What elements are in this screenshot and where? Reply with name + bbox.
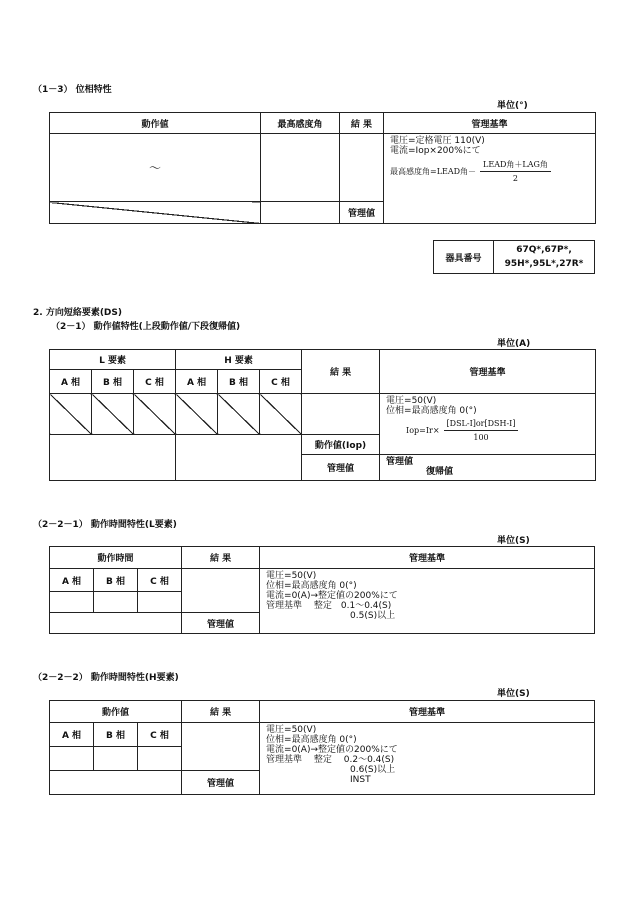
header-result: 結 果 [182, 701, 260, 723]
criteria-line-5: 0.6(S)以上 [350, 765, 396, 775]
operate-value-label: 動作値(Iop) [302, 435, 380, 455]
device-number-box [433, 240, 595, 274]
criteria-line-1: 電圧=50(V) [266, 571, 317, 581]
phase-a-cell[interactable] [50, 747, 94, 771]
criteria-mgmt-label: 管理値 [386, 457, 414, 467]
mgmt-value-label: 管理値 [182, 771, 260, 795]
criteria-cell [260, 723, 595, 795]
h-phase-c-cell[interactable] [260, 394, 302, 435]
h-element-lower-cell[interactable] [176, 435, 302, 481]
h-phase-c: C 相 [260, 370, 302, 394]
phase-c-header: C 相 [138, 569, 182, 592]
phase-b-header: B 相 [94, 723, 138, 747]
h-phase-b-cell[interactable] [218, 394, 260, 435]
phase-a-header: A 相 [50, 569, 94, 592]
header-criteria: 管理基準 [260, 701, 595, 723]
h-phase-a: A 相 [176, 370, 218, 394]
criteria-current: 電流=Iop×200%にて [390, 146, 481, 156]
formula-prefix: Iop=Ir× [406, 426, 440, 435]
criteria-line-3: 電流=0(A)→整定値の200%にて [266, 745, 398, 755]
criteria-phase: 位相=最高感度角 0(°) [386, 406, 477, 416]
formula-numerator: [DSL-I]or[DSH-I] [444, 419, 519, 431]
criteria-line-2: 位相=最高感度角 0(°) [266, 735, 357, 745]
l-phase-c: C 相 [134, 370, 176, 394]
criteria-formula [386, 419, 595, 443]
phase-b-cell[interactable] [94, 592, 138, 613]
l-element-time-table [49, 546, 595, 634]
h-phase-b: B 相 [218, 370, 260, 394]
formula-denominator: 2 [512, 174, 518, 183]
phase-b-header: B 相 [94, 569, 138, 592]
l-phase-b-cell[interactable] [92, 394, 134, 435]
l-element-header: L 要素 [50, 350, 176, 370]
criteria-voltage: 電圧=定格電圧 110(V) [390, 136, 485, 146]
formula-denominator: 100 [473, 433, 489, 442]
section-2-2-1-heading: （2－2－1） 動作時間特性(L要素) [33, 520, 177, 530]
criteria-line-6: INST [350, 775, 371, 785]
phase-c-header: C 相 [138, 723, 182, 747]
header-criteria: 管理基準 [384, 113, 596, 134]
header-operate-time: 動作時間 [50, 547, 182, 569]
l-phase-a: A 相 [50, 370, 92, 394]
result-cell[interactable] [182, 723, 260, 771]
phase-characteristic-table [49, 112, 596, 224]
max-angle-cell[interactable] [261, 134, 340, 202]
section-1-3-unit: 単位(°) [497, 101, 528, 111]
phase-b-cell[interactable] [94, 747, 138, 771]
header-operate-value: 動作値 [50, 701, 182, 723]
criteria-line-2: 位相=最高感度角 0(°) [266, 581, 357, 591]
h-element-time-table [49, 700, 595, 795]
lower-blank-cell[interactable] [50, 771, 182, 795]
header-result: 結 果 [182, 547, 260, 569]
header-max-sensitivity-angle: 最高感度角 [261, 113, 340, 134]
h-element-header: H 要素 [176, 350, 302, 370]
operate-range-tilde: ～ [50, 134, 261, 202]
header-criteria: 管理基準 [380, 350, 596, 394]
section-2-2-1-unit: 単位(S) [497, 536, 530, 546]
mgmt-value-label: 管理値 [182, 613, 260, 634]
header-operate-value: 動作値 [50, 113, 261, 134]
result-cell[interactable] [340, 134, 384, 202]
device-number-line1: 67Q*,67P*, [516, 245, 572, 255]
criteria-line-1: 電圧=50(V) [266, 725, 317, 735]
criteria-return-label: 復帰値 [426, 467, 454, 477]
formula-fraction [480, 160, 551, 184]
device-number-label: 器具番号 [434, 241, 494, 274]
section-2-1-heading: （2－1） 動作値特性(上段動作値/下段復帰値) [51, 322, 241, 332]
formula-numerator: LEAD角＋LAG角 [480, 160, 551, 172]
criteria-formula [390, 160, 595, 184]
criteria-cell [384, 134, 596, 224]
l-phase-c-cell[interactable] [134, 394, 176, 435]
section-2-1-unit: 単位(A) [497, 339, 531, 349]
header-result: 結 果 [302, 350, 380, 394]
phase-c-cell[interactable] [138, 592, 182, 613]
l-element-lower-cell[interactable] [50, 435, 176, 481]
device-number-value [494, 241, 595, 274]
phase-a-header: A 相 [50, 723, 94, 747]
criteria-line-5: 0.5(S)以上 [350, 611, 396, 621]
operate-value-table [49, 349, 596, 481]
lower-blank-cell[interactable] [50, 613, 182, 634]
criteria-voltage: 電圧=50(V) [386, 396, 437, 406]
criteria-line-4: 管理基準 整定 0.1～0.4(S) [266, 601, 392, 611]
header-result: 結 果 [340, 113, 384, 134]
diagonal-blank-cell [50, 202, 261, 224]
l-phase-a-cell[interactable] [50, 394, 92, 435]
l-phase-b: B 相 [92, 370, 134, 394]
criteria-cell [380, 394, 596, 455]
section-2-2-2-heading: （2－2－2） 動作時間特性(H要素) [33, 673, 179, 683]
max-angle-mgmt-cell [261, 202, 340, 224]
criteria-mgmt-cell [380, 455, 596, 481]
header-criteria: 管理基準 [260, 547, 595, 569]
mgmt-value-label: 管理値 [340, 202, 384, 224]
section-1-3-heading: （1－3） 位相特性 [33, 85, 112, 95]
mgmt-value-label: 管理値 [302, 455, 380, 481]
device-number-line2: 95H*,95L*,27R* [504, 259, 584, 269]
result-cell[interactable] [182, 569, 260, 613]
phase-c-cell[interactable] [138, 747, 182, 771]
criteria-cell [260, 569, 595, 634]
phase-a-cell[interactable] [50, 592, 94, 613]
formula-fraction [444, 419, 519, 443]
criteria-line-3: 電流=0(A)→整定値の200%にて [266, 591, 398, 601]
result-cell[interactable] [302, 394, 380, 435]
section-2-2-2-unit: 単位(S) [497, 689, 530, 699]
section-2-heading: 2. 方向短絡要素(DS) [33, 308, 122, 318]
formula-prefix: 最高感度角=LEAD角－ [390, 167, 477, 176]
criteria-line-4: 管理基準 整定 0.2～0.4(S) [266, 755, 395, 765]
h-phase-a-cell[interactable] [176, 394, 218, 435]
